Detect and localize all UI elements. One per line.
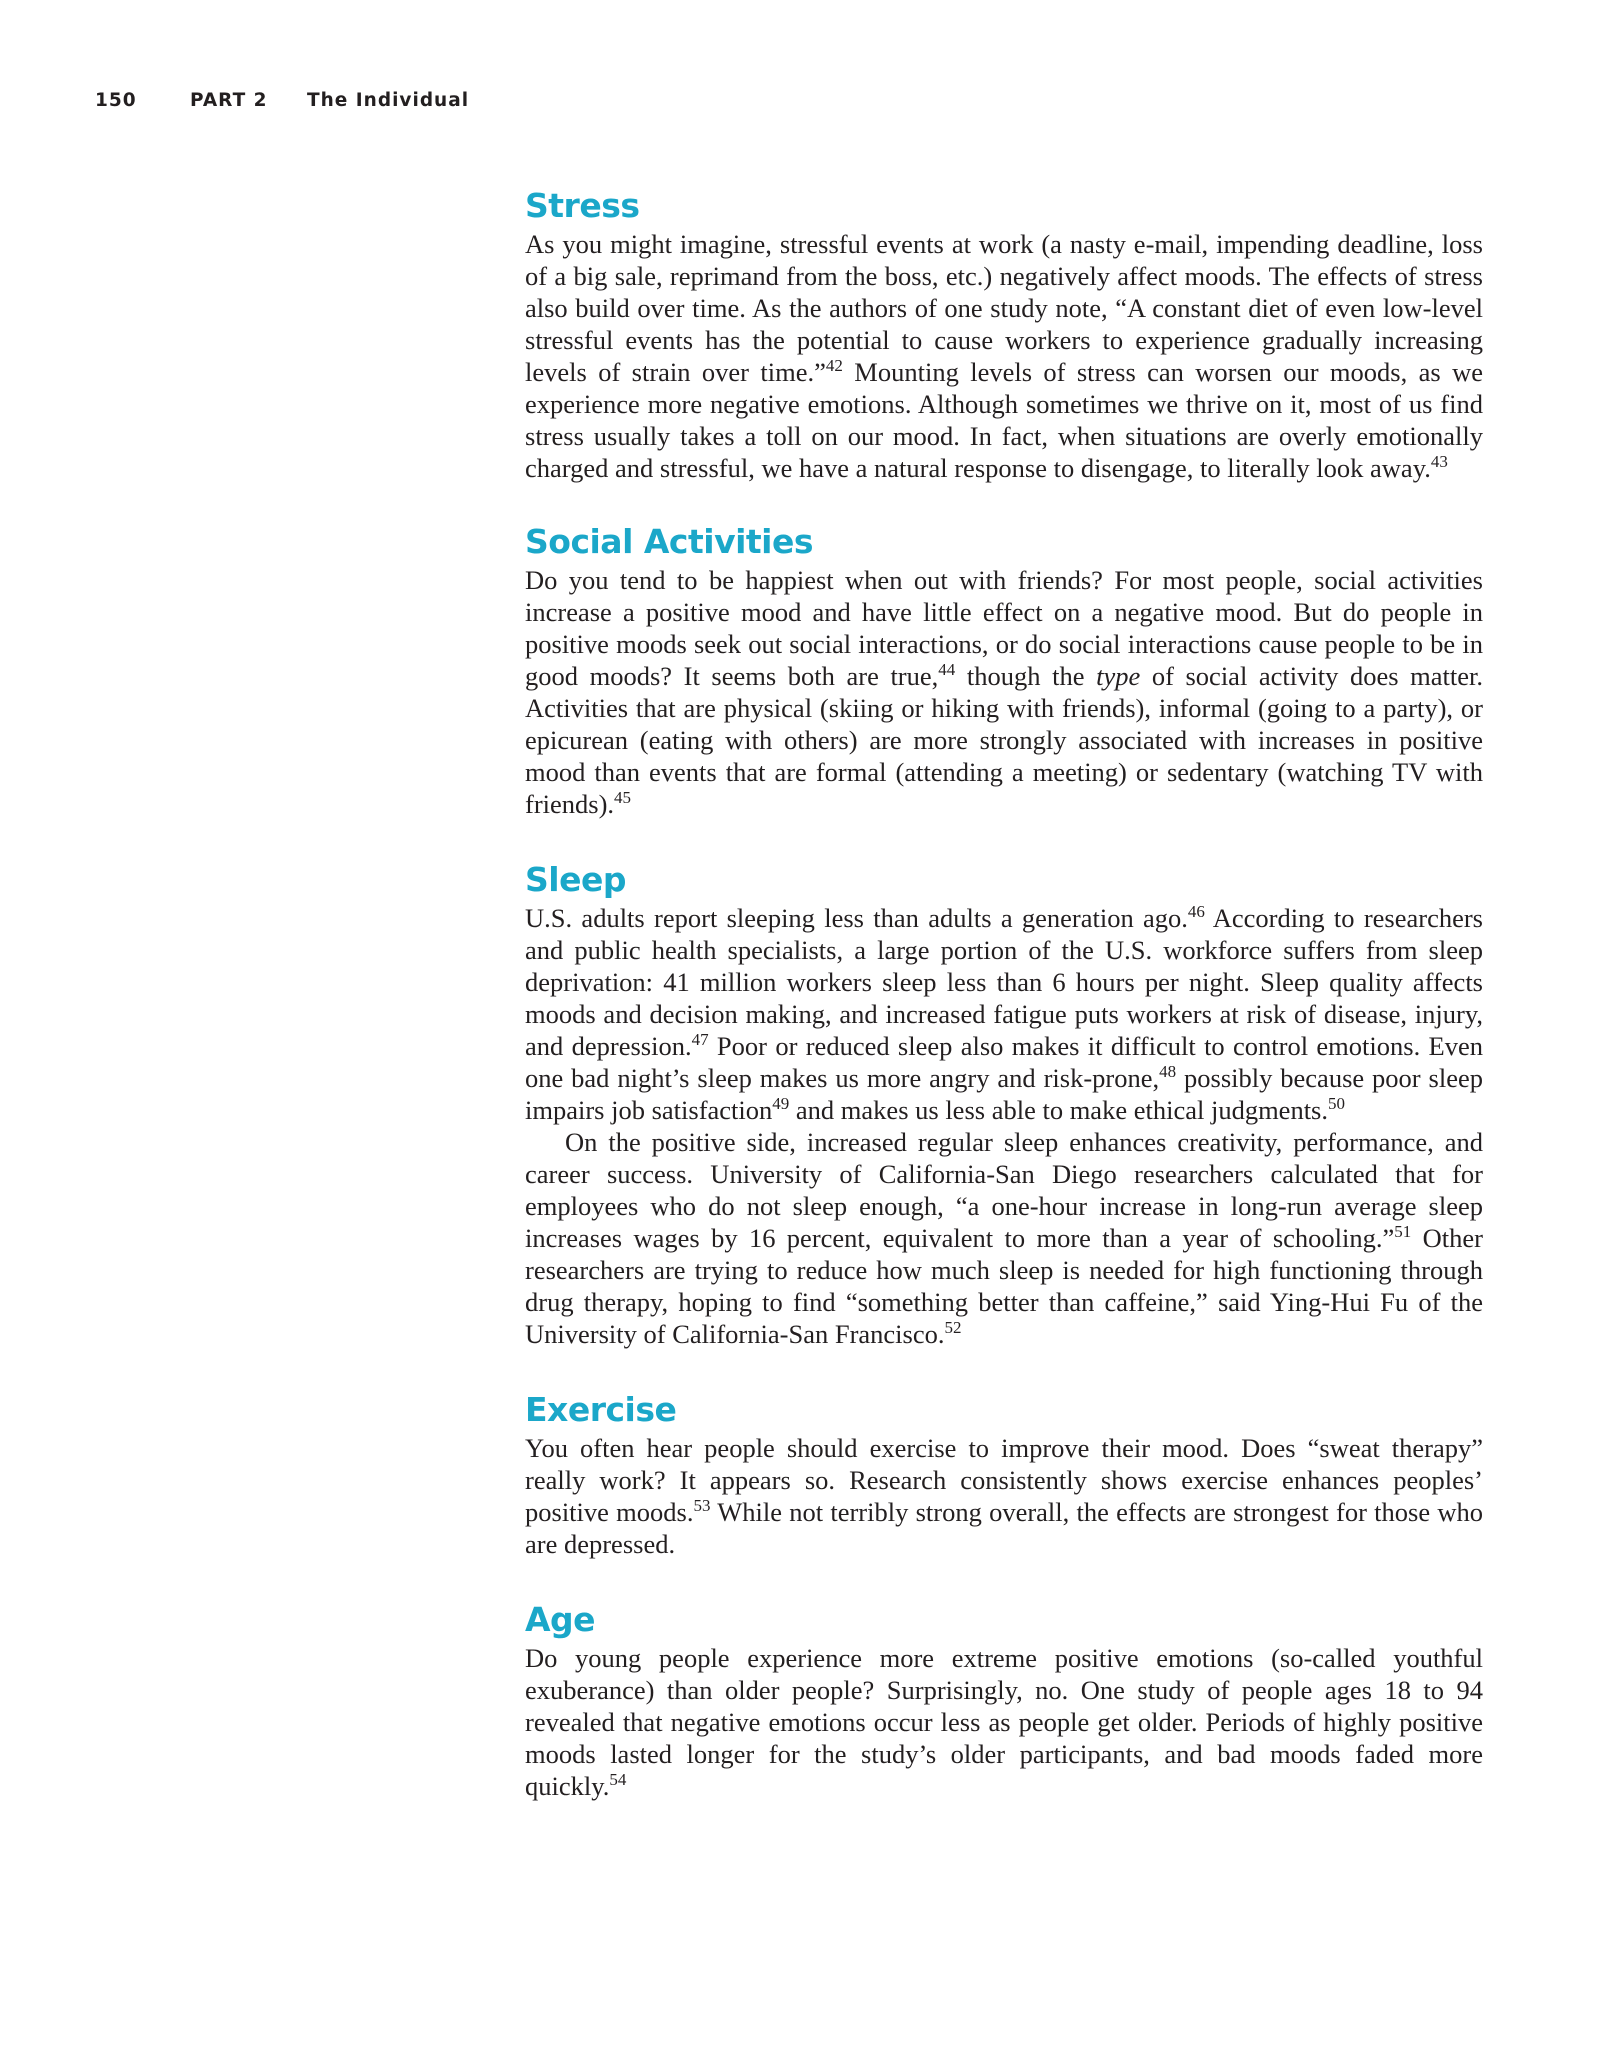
footnote-ref: 46 <box>1187 902 1205 921</box>
text-run: While not terribly strong overall, the effects are strongest for those who are depressed. <box>525 1497 1483 1559</box>
section-sleep <box>525 858 1483 1350</box>
main-content <box>525 184 1483 1840</box>
text-run: though the <box>955 661 1097 691</box>
text-run: possibly because poor sleep impairs job satisfaction <box>525 1063 1483 1125</box>
footnote-ref: 51 <box>1394 1222 1412 1241</box>
footnote-ref: 52 <box>944 1318 962 1337</box>
part-title: The Individual <box>307 90 470 111</box>
section-heading: Social Activities <box>525 522 814 561</box>
section-stress <box>525 184 1483 484</box>
section-exercise <box>525 1388 1483 1560</box>
text-run: You often hear people should exercise to improve their mood. Does “sweat therapy” really work? It appears so. Research consistently shows exercise enhances peoples’ positive moods. <box>525 1433 1483 1527</box>
text-run: of social activity does matter. Activities that are physical (skiing or hiking with friends), informal (going to a party), or epicurean (eating with others) are more strongly associated with increases in positive mood than events that are formal (attending a meeting) or sedentary (watching TV with friends). <box>525 661 1483 819</box>
section-social-activities <box>525 520 1483 820</box>
page-number: 150 <box>95 90 137 111</box>
footnote-ref: 48 <box>1159 1062 1177 1081</box>
paragraph <box>525 1126 1483 1350</box>
section-heading: Sleep <box>525 860 626 899</box>
footnote-ref: 54 <box>609 1770 627 1789</box>
paragraph <box>525 902 1483 1126</box>
text-run: According to researchers and public health specialists, a large portion of the U.S. workforce suffers from sleep deprivation: 41 million workers sleep less than 6 hours per night. Sleep quality affects moods and decision making, and increased fatigue puts workers at risk of disease, injury, and depression. <box>525 903 1483 1061</box>
footnote-ref: 49 <box>772 1094 790 1113</box>
paragraph <box>525 1432 1483 1560</box>
text-run: Other researchers are trying to reduce how much sleep is needed for high functioning through drug therapy, hoping to find “something better than caffeine,” said Ying-Hui Fu of the University of California-San Francisco. <box>525 1223 1483 1349</box>
footnote-ref: 44 <box>938 660 956 679</box>
text-run: and makes us less able to make ethical judgments. <box>789 1095 1328 1125</box>
paragraph <box>525 564 1483 820</box>
footnote-ref: 47 <box>691 1030 709 1049</box>
emphasis: type <box>1096 661 1141 691</box>
section-age <box>525 1598 1483 1802</box>
footnote-ref: 50 <box>1328 1094 1345 1113</box>
text-run: U.S. adults report sleeping less than adults a generation ago. <box>525 903 1188 933</box>
paragraph <box>525 228 1483 484</box>
text-run: Poor or reduced sleep also makes it difficult to control emotions. Even one bad night’s sleep makes us more angry and risk-prone, <box>525 1031 1483 1093</box>
footnote-ref: 42 <box>825 356 843 375</box>
section-heading: Age <box>525 1600 596 1639</box>
part-label: PART 2 <box>190 90 268 111</box>
section-heading: Stress <box>525 186 640 225</box>
section-heading: Exercise <box>525 1390 677 1429</box>
paragraph <box>525 1642 1483 1802</box>
footnote-ref: 53 <box>693 1496 711 1515</box>
footnote-ref: 45 <box>614 788 632 807</box>
text-run: Do you tend to be happiest when out with friends? For most people, social activities increase a positive mood and have little effect on a negative mood. But do people in positive moods seek out social interactions, or do social interactions cause people to be in good moods? It seems both are true, <box>525 565 1483 691</box>
footnote-ref: 43 <box>1430 452 1448 471</box>
text-run: Mounting levels of stress can worsen our moods, as we experience more negative emotions. Although sometimes we thrive on it, most of us find stress usually takes a toll on our mood. In fact, when situations are overly emotionally charged and stressful, we have a natural response to disengage, to literally look away. <box>525 357 1483 483</box>
text-run: Do young people experience more extreme positive emotions (so-called youthful exuberance) than older people? Surprisingly, no. One study of people ages 18 to 94 revealed that negative emotions occur less as people get older. Periods of highly positive moods lasted longer for the study’s older participants, and bad moods faded more quickly. <box>525 1643 1483 1801</box>
text-run: As you might imagine, stressful events at work (a nasty e-mail, impending deadline, loss of a big sale, reprimand from the boss, etc.) negatively affect moods. The effects of stress also build over time. As the authors of one study note, “A constant diet of even low-level stressful events has the potential to cause workers to experience gradually increasing levels of strain over time.” <box>525 229 1483 387</box>
text-run: On the positive side, increased regular sleep enhances creativity, performance, and career success. University of California-San Diego researchers calculated that for employees who do not sleep enough, “a one-hour increase in long-run average sleep increases wages by 16 percent, equivalent to more than a year of schooling.” <box>525 1127 1483 1253</box>
